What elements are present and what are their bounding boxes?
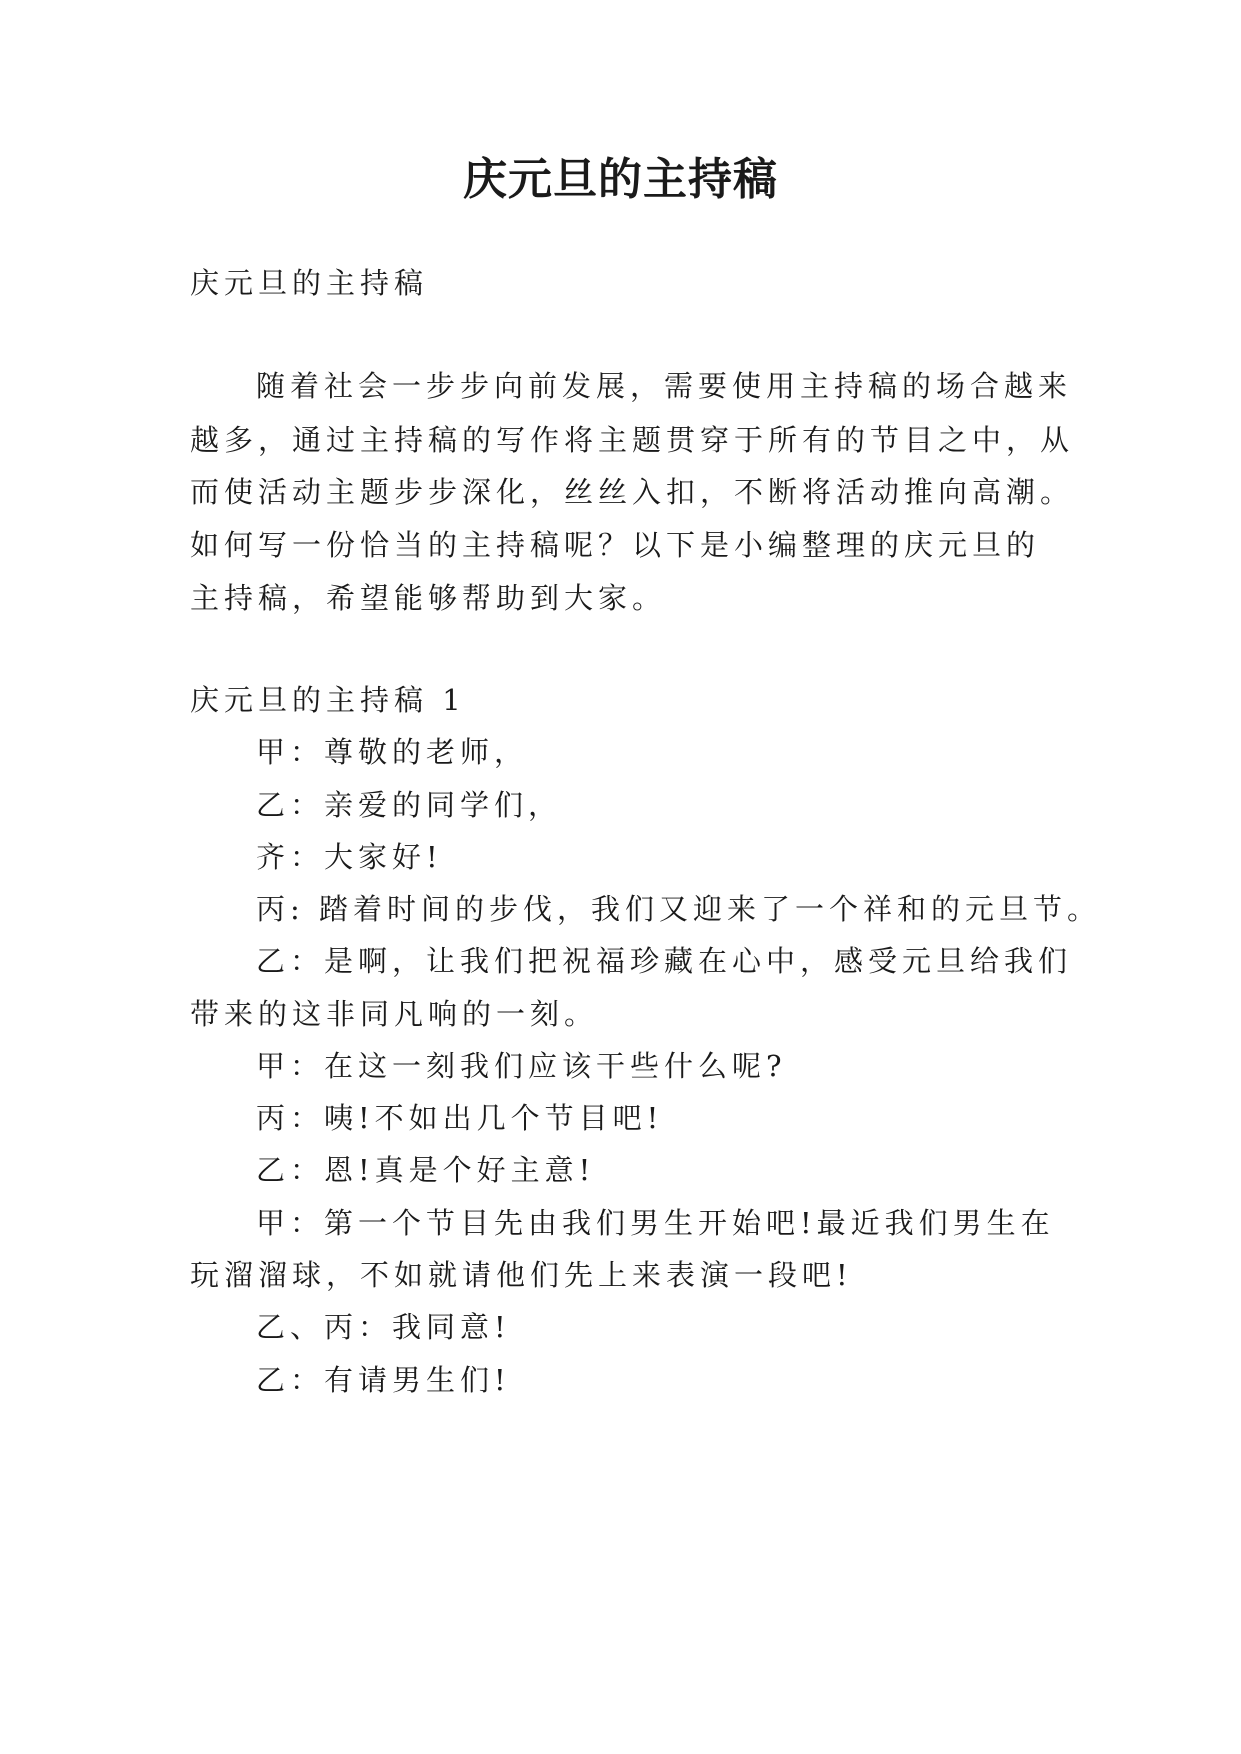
script-line: 玩溜溜球，不如就请他们先上来表演一段吧! xyxy=(190,1258,853,1292)
intro-line: 如何写一份恰当的主持稿呢？以下是小编整理的庆元旦的 xyxy=(190,528,1041,562)
intro-line: 而使活动主题步步深化，丝丝入扣，不断将活动推向高潮。 xyxy=(190,475,1075,509)
script-line: 乙：亲爱的同学们， xyxy=(256,788,563,822)
script-line: 甲：尊敬的老师， xyxy=(256,735,529,769)
script-line: 带来的这非同凡响的一刻。 xyxy=(190,997,599,1031)
script-line: 丙: 踏着时间的步伐，我们又迎来了一个祥和的元旦节。 xyxy=(256,892,1101,926)
document-subtitle: 庆元旦的主持稿 xyxy=(190,266,429,300)
script-line: 乙：有请男生们! xyxy=(256,1363,511,1397)
intro-line: 主持稿，希望能够帮助到大家。 xyxy=(190,581,667,615)
intro-line: 越多，通过主持稿的写作将主题贯穿于所有的节目之中，从 xyxy=(190,423,1075,457)
script-line: 齐：大家好! xyxy=(256,840,443,874)
intro-line: 随着社会一步步向前发展，需要使用主持稿的场合越来 xyxy=(256,369,1073,403)
script-line: 乙、丙：我同意! xyxy=(256,1310,511,1344)
script-line: 甲：第一个节目先由我们男生开始吧!最近我们男生在 xyxy=(256,1206,1055,1240)
document-title: 庆元旦的主持稿 xyxy=(463,154,778,205)
script-line: 丙：咦!不如出几个节目吧! xyxy=(256,1101,664,1135)
script-line: 乙：是啊，让我们把祝福珍藏在心中，感受元旦给我们 xyxy=(256,944,1073,978)
script-line: 乙：恩!真是个好主意! xyxy=(256,1153,596,1187)
script-line: 甲：在这一刻我们应该干些什么呢? xyxy=(256,1049,787,1083)
section-heading: 庆元旦的主持稿 1 xyxy=(190,683,466,717)
